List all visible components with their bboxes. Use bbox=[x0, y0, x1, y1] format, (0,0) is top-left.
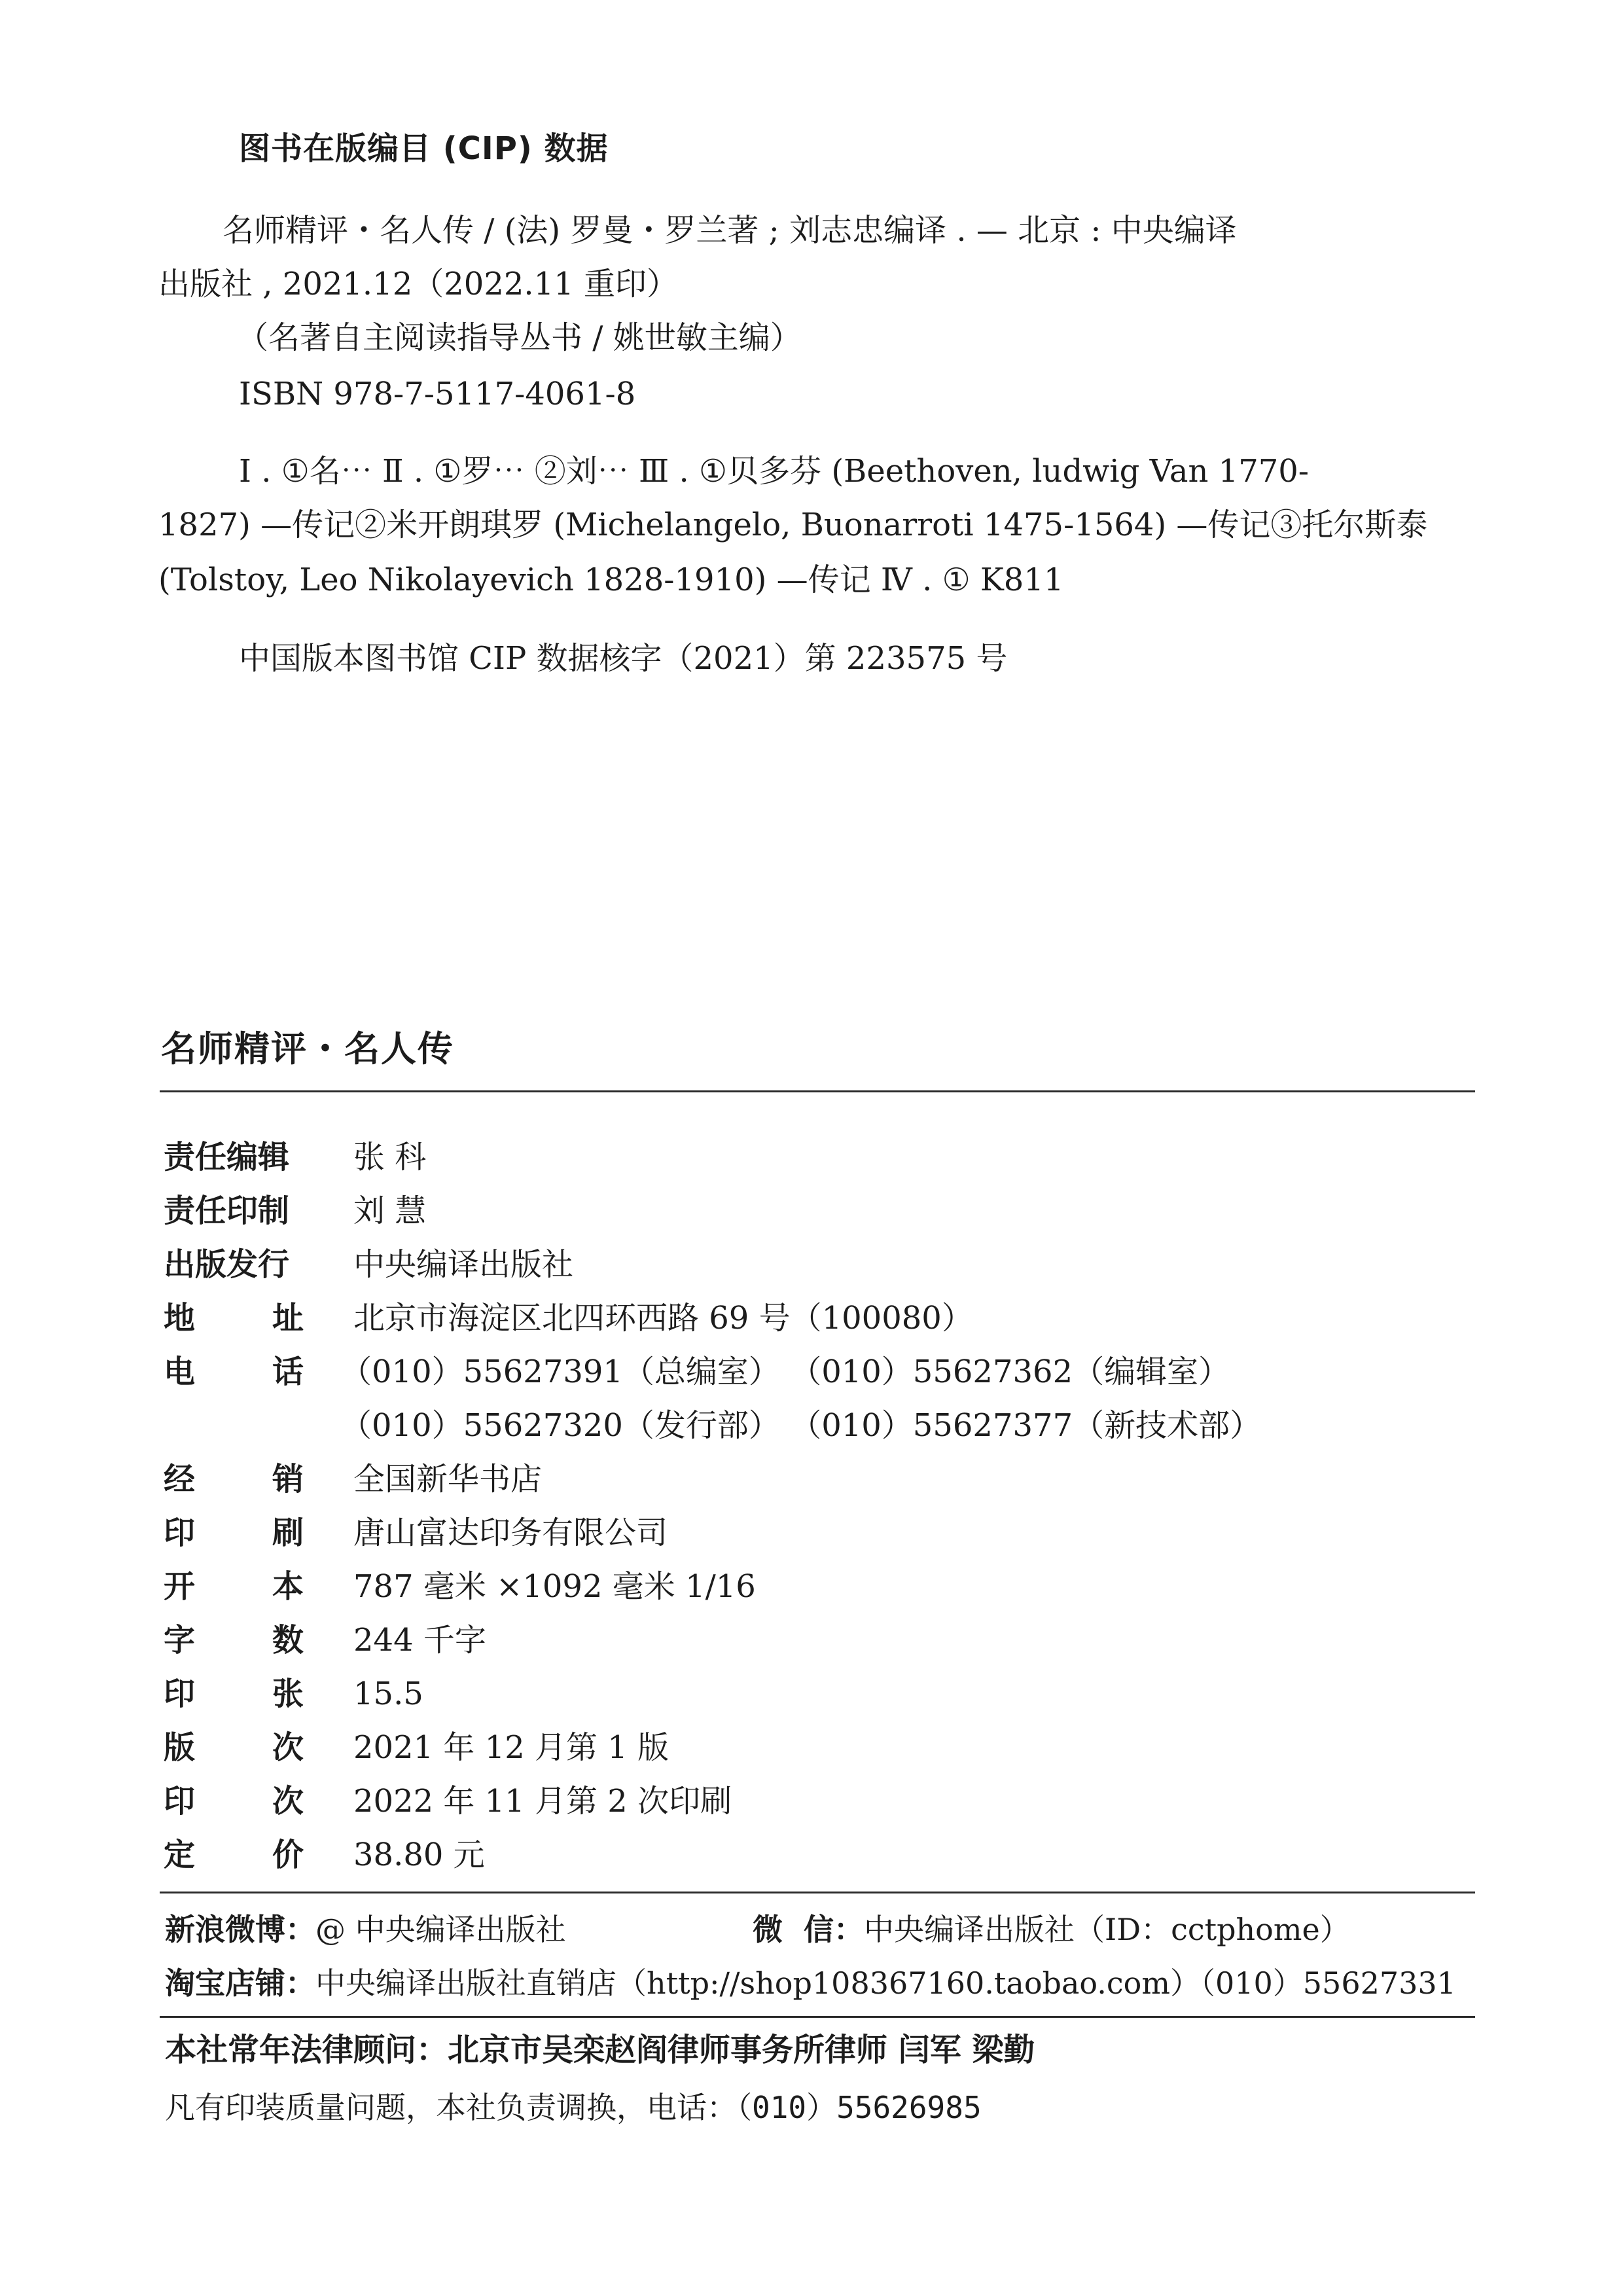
cip-heading: 图书在版编目 (CIP) 数据 bbox=[239, 130, 609, 167]
info-value: 唐山富达印务有限公司 bbox=[353, 1515, 668, 1551]
cip-subject-2: 1827) —传记②米开朗琪罗 (Michelangelo, Buonarroti 1475-1564) —传记③托尔斯泰 bbox=[158, 507, 1428, 543]
label-char: 印 bbox=[164, 1676, 196, 1712]
info-value: 2021 年 12 月第 1 版 bbox=[353, 1729, 669, 1766]
label-char: 开 bbox=[164, 1568, 196, 1605]
contact-divider-top bbox=[160, 1892, 1475, 1893]
info-label bbox=[164, 1671, 304, 1717]
info-label bbox=[164, 1617, 304, 1663]
info-value: 38.80 元 bbox=[353, 1837, 485, 1873]
title-divider bbox=[160, 1090, 1475, 1092]
label-char: 字 bbox=[164, 1622, 196, 1659]
contact-divider-bottom bbox=[160, 2016, 1475, 2018]
info-label bbox=[164, 1564, 304, 1609]
info-value: （010）55627391（总编室） （010）55627362（编辑室） bbox=[340, 1354, 1230, 1390]
label-char: 价 bbox=[272, 1837, 304, 1873]
info-label bbox=[164, 1295, 304, 1341]
cip-line-1: 名师精评・名人传 / (法) 罗曼・罗兰著 ; 刘志忠编译 . — 北京 : 中央编译 bbox=[223, 212, 1237, 249]
book-title: 名师精评・名人传 bbox=[161, 1028, 454, 1069]
taobao-value: 中央编译出版社直销店（http://shop108367160.taobao.com）（010）55627331 bbox=[315, 1965, 1456, 2001]
info-label bbox=[164, 1510, 304, 1556]
label-char: 次 bbox=[272, 1783, 304, 1820]
label-char: 经 bbox=[164, 1461, 196, 1498]
wechat-value: 中央编译出版社（ID：cctphome） bbox=[864, 1912, 1350, 1947]
cip-subject-3: (Tolstoy, Leo Nikolayevich 1828-1910) —传记 Ⅳ . ① K811 bbox=[158, 562, 1064, 598]
info-label: 责任编辑 bbox=[164, 1139, 290, 1175]
info-label: 责任印制 bbox=[164, 1193, 290, 1229]
weibo-value: @ 中央编译出版社 bbox=[315, 1912, 566, 1947]
info-label bbox=[164, 1832, 304, 1878]
info-value: 中央编译出版社 bbox=[353, 1246, 574, 1283]
label-char: 印 bbox=[164, 1515, 196, 1551]
info-value: 244 千字 bbox=[353, 1622, 486, 1659]
info-value: 张 科 bbox=[353, 1139, 427, 1175]
cip-line-2: 出版社 , 2021.12（2022.11 重印） bbox=[158, 266, 679, 302]
weibo-label: 新浪微博： bbox=[165, 1912, 315, 1947]
taobao-line bbox=[165, 1962, 1456, 2004]
label-char: 版 bbox=[164, 1729, 196, 1766]
label-char: 地 bbox=[164, 1300, 196, 1336]
weibo-line bbox=[165, 1909, 566, 1950]
label-char: 销 bbox=[272, 1461, 304, 1498]
info-label bbox=[164, 1456, 304, 1502]
label-char: 址 bbox=[272, 1300, 304, 1336]
cip-line-3: （名著自主阅读指导丛书 / 姚世敏主编） bbox=[237, 319, 802, 356]
cip-subject-1: Ⅰ . ①名⋯ Ⅱ . ①罗⋯ ②刘⋯ Ⅲ . ①贝多芬 (Beethoven, ludwig Van 1770- bbox=[239, 453, 1310, 490]
label-char: 数 bbox=[272, 1622, 304, 1659]
info-value: （010）55627320（发行部） （010）55627377（新技术部） bbox=[340, 1407, 1262, 1444]
label-char: 话 bbox=[272, 1354, 304, 1390]
info-value: 全国新华书店 bbox=[353, 1461, 543, 1498]
label-char: 张 bbox=[272, 1676, 304, 1712]
info-label bbox=[164, 1349, 304, 1395]
legal-advisor: 本社常年法律顾问：北京市吴栾赵阎律师事务所律师 闫军 梁勤 bbox=[165, 2032, 1035, 2068]
info-label: 出版发行 bbox=[164, 1246, 290, 1283]
taobao-label: 淘宝店铺： bbox=[165, 1965, 315, 2001]
cip-isbn: ISBN 978-7-5117-4061-8 bbox=[239, 376, 636, 412]
label-char: 电 bbox=[164, 1354, 196, 1390]
wechat-label: 微 信： bbox=[753, 1912, 865, 1947]
info-value: 北京市海淀区北四环西路 69 号（100080） bbox=[353, 1300, 973, 1336]
label-char: 刷 bbox=[272, 1515, 304, 1551]
info-value: 2022 年 11 月第 2 次印刷 bbox=[353, 1783, 732, 1820]
quality-notice: 凡有印装质量问题，本社负责调换，电话：（010）55626985 bbox=[165, 2090, 982, 2125]
label-char: 本 bbox=[272, 1568, 304, 1605]
info-value: 787 毫米 ×1092 毫米 1/16 bbox=[353, 1568, 756, 1605]
info-value: 刘 慧 bbox=[353, 1193, 427, 1229]
label-char: 定 bbox=[164, 1837, 196, 1873]
info-value: 15.5 bbox=[353, 1676, 423, 1712]
wechat-line bbox=[753, 1909, 1350, 1950]
cip-record-number: 中国版本图书馆 CIP 数据核字（2021）第 223575 号 bbox=[239, 640, 1008, 677]
info-label bbox=[164, 1725, 304, 1770]
label-char: 次 bbox=[272, 1729, 304, 1766]
label-char: 印 bbox=[164, 1783, 196, 1820]
info-label bbox=[164, 1778, 304, 1824]
